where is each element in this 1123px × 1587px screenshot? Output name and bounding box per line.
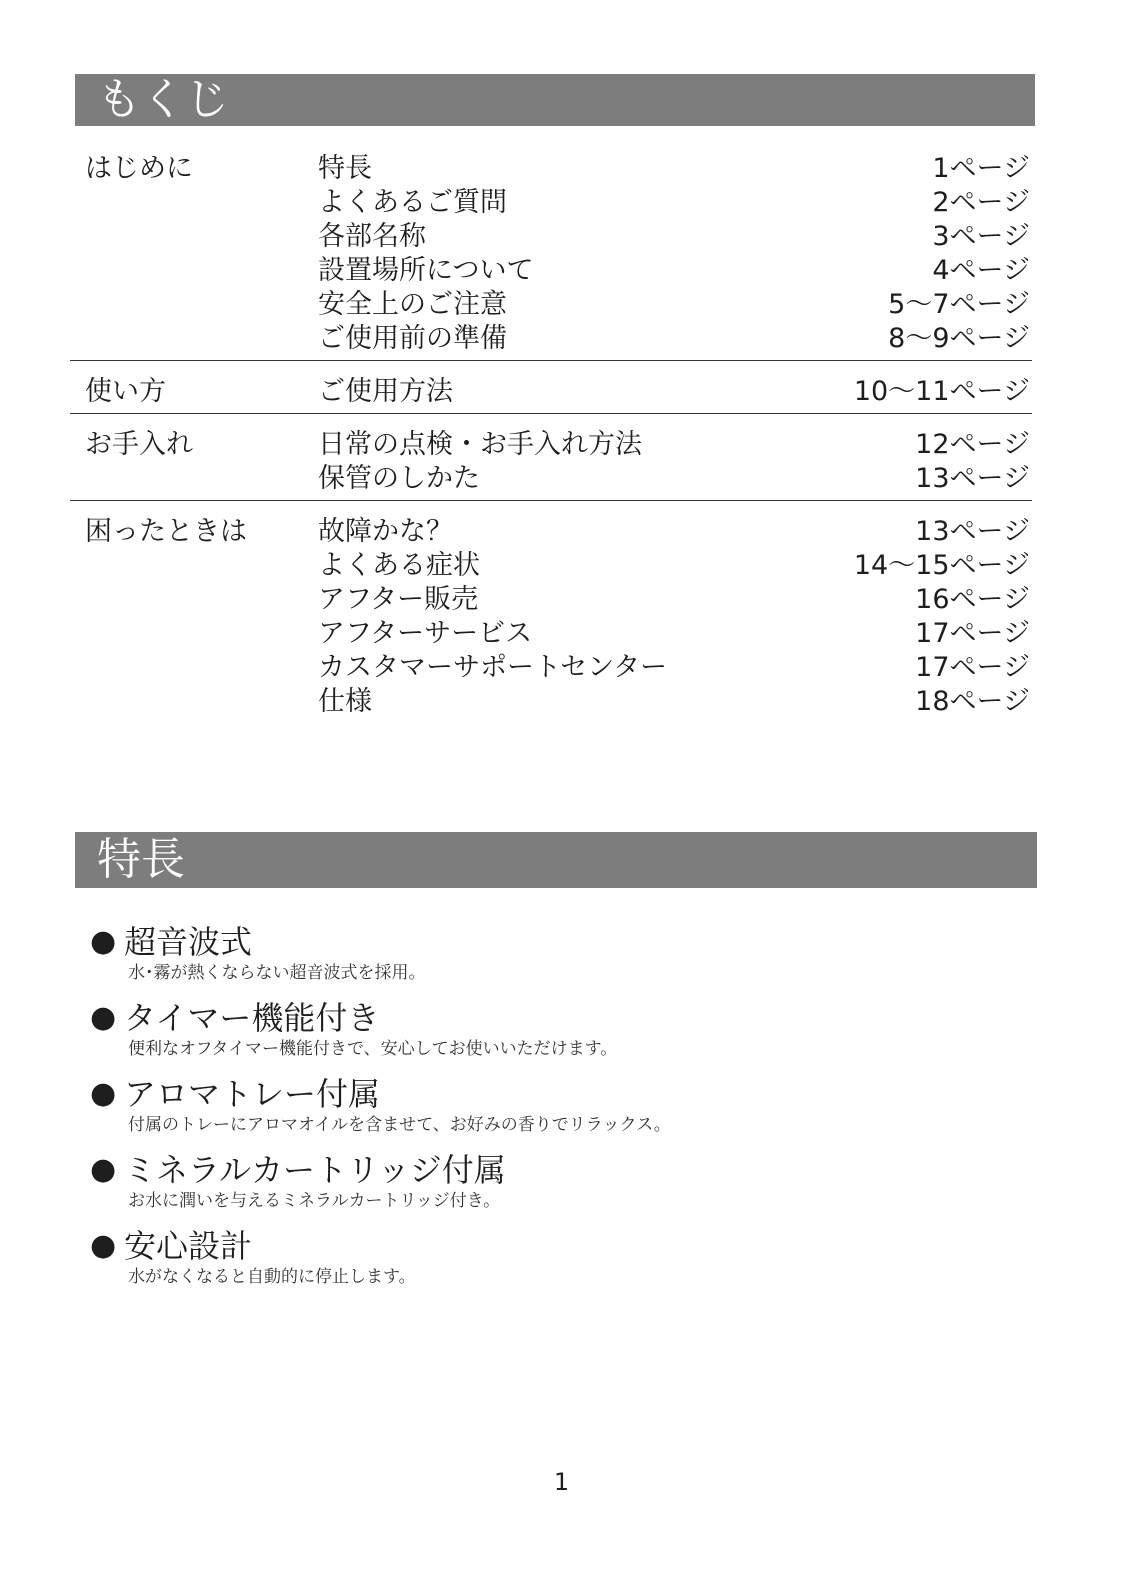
features-heading: 特長 xyxy=(97,834,185,885)
toc-entry-title: アフターサービス xyxy=(318,617,533,649)
toc-section xyxy=(70,413,1032,500)
toc-row xyxy=(70,458,1032,492)
feature-title-row xyxy=(90,1150,1030,1190)
toc-entry-title: 特長 xyxy=(318,152,372,184)
toc-entry-page: 16ページ xyxy=(915,583,1030,615)
feature-description: お水に潤いを与えるミネラルカートリッジ付き。 xyxy=(128,1191,501,1211)
toc-row xyxy=(70,216,1032,250)
feature-title: アロマトレー付属 xyxy=(124,1075,381,1113)
toc-category: 使い方 xyxy=(85,375,166,407)
toc-entry-page: 2ページ xyxy=(932,186,1030,218)
feature-item xyxy=(90,1074,1030,1136)
toc-entry-title: 設置場所について xyxy=(318,254,534,286)
feature-title-row xyxy=(90,1074,1030,1114)
features-heading-band xyxy=(75,832,1037,888)
toc-category: お手入れ xyxy=(85,428,193,460)
toc-row xyxy=(70,284,1032,318)
toc-entry-title: よくある症状 xyxy=(318,549,480,581)
toc-row xyxy=(70,371,1032,405)
feature-title-row xyxy=(90,1226,1030,1266)
toc-entry-title: ご使用方法 xyxy=(318,375,453,407)
toc-entry-page: 10～11ページ xyxy=(853,375,1030,407)
bullet-icon: ● xyxy=(90,1152,117,1187)
toc-entry-page: 17ページ xyxy=(915,617,1030,649)
toc-heading-band xyxy=(75,74,1035,126)
toc-entry-page: 14～15ページ xyxy=(853,549,1030,581)
feature-title-row xyxy=(90,922,1030,962)
feature-description: 水･霧が熱くならない超音波式を採用。 xyxy=(128,963,426,983)
feature-title-row xyxy=(90,998,1030,1038)
table-of-contents xyxy=(70,148,1032,723)
toc-entry-title: 故障かな？ xyxy=(318,515,453,547)
toc-entry-page: 3ページ xyxy=(932,220,1030,252)
toc-entry-title: アフター販売 xyxy=(318,583,479,615)
feature-title: 安心設計 xyxy=(124,1227,253,1265)
feature-item xyxy=(90,998,1030,1060)
feature-title: 超音波式 xyxy=(124,923,253,961)
toc-entry-page: 13ページ xyxy=(915,515,1030,547)
feature-description: 水がなくなると自動的に停止します。 xyxy=(128,1267,416,1287)
toc-entry-page: 8～9ページ xyxy=(888,322,1030,354)
feature-item xyxy=(90,1226,1030,1288)
toc-row xyxy=(70,579,1032,613)
toc-category: 困ったときは xyxy=(85,515,247,547)
bullet-icon: ● xyxy=(90,924,117,959)
toc-entry-title: 保管のしかた xyxy=(318,462,480,494)
toc-entry-page: 18ページ xyxy=(915,685,1030,717)
toc-entry-title: 各部名称 xyxy=(318,220,426,252)
toc-row xyxy=(70,318,1032,352)
toc-heading: もくじ xyxy=(97,74,229,125)
toc-entry-title: カスタマーサポートセンター xyxy=(318,651,668,683)
toc-entry-page: 4ページ xyxy=(932,254,1030,286)
toc-entry-title: 安全上のご注意 xyxy=(318,288,507,320)
toc-row xyxy=(70,511,1032,545)
toc-entry-page: 5～7ページ xyxy=(888,288,1030,320)
toc-entry-page: 1ページ xyxy=(932,152,1030,184)
toc-entry-page: 12ページ xyxy=(915,428,1030,460)
toc-row xyxy=(70,182,1032,216)
bullet-icon: ● xyxy=(90,1000,117,1035)
toc-entry-title: よくあるご質問 xyxy=(318,186,507,218)
toc-entry-page: 13ページ xyxy=(915,462,1030,494)
feature-description: 付属のトレーにアロマオイルを含ませて、お好みの香りでリラックス。 xyxy=(128,1115,671,1135)
toc-entry-title: 仕様 xyxy=(318,685,372,717)
feature-description: 便利なオフタイマー機能付きで、安心してお使いいただけます。 xyxy=(128,1039,618,1059)
toc-category: はじめに xyxy=(85,152,193,184)
page-number: 1 xyxy=(553,1468,570,1496)
toc-entry-title: 日常の点検・お手入れ方法 xyxy=(318,428,642,460)
toc-row xyxy=(70,613,1032,647)
feature-item xyxy=(90,1150,1030,1212)
toc-row xyxy=(70,148,1032,182)
toc-section xyxy=(70,148,1032,360)
toc-row xyxy=(70,647,1032,681)
toc-row xyxy=(70,545,1032,579)
toc-section xyxy=(70,500,1032,723)
toc-row xyxy=(70,681,1032,715)
feature-title: ミネラルカートリッジ付属 xyxy=(124,1151,506,1189)
feature-title: タイマー機能付き xyxy=(124,999,380,1037)
bullet-icon: ● xyxy=(90,1076,117,1111)
bullet-icon: ● xyxy=(90,1228,117,1263)
toc-row xyxy=(70,250,1032,284)
feature-item xyxy=(90,922,1030,984)
toc-entry-title: ご使用前の準備 xyxy=(318,322,507,354)
features-list xyxy=(90,922,1030,1302)
toc-entry-page: 17ページ xyxy=(915,651,1030,683)
toc-row xyxy=(70,424,1032,458)
toc-section xyxy=(70,360,1032,413)
